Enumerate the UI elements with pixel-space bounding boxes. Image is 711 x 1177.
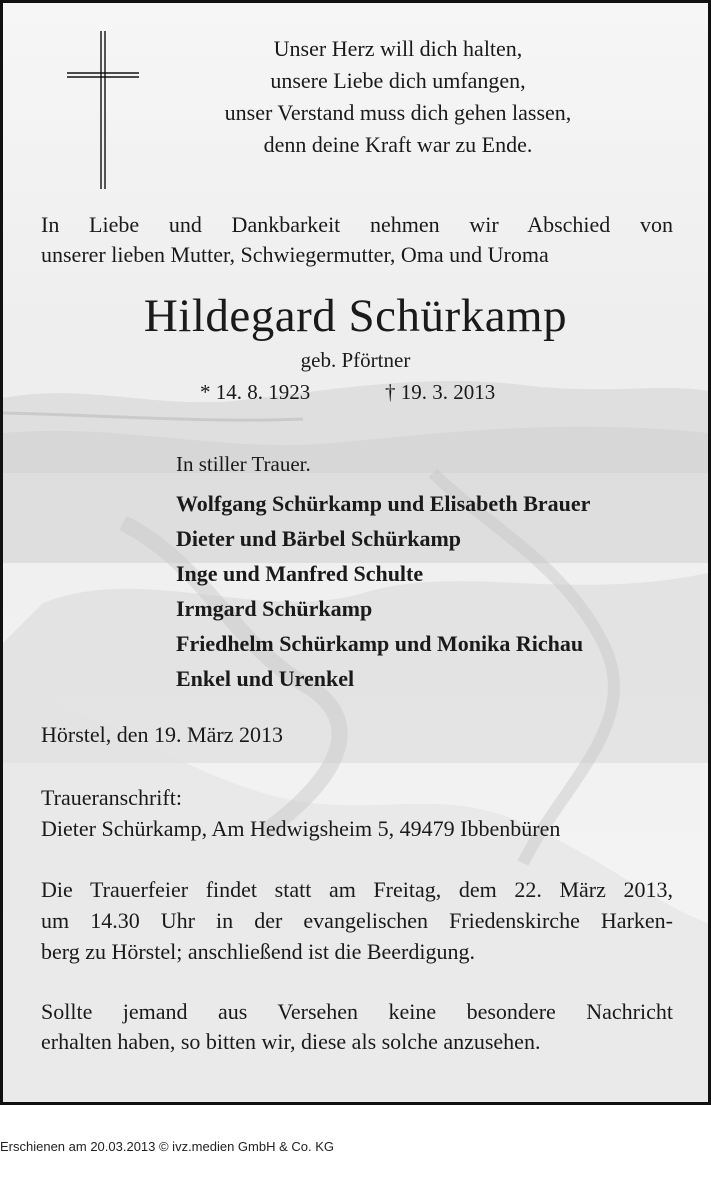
- birth-name: geb. Pförtner: [300, 348, 411, 372]
- publication-footer: Erschienen am 20.03.2013 © ivz.medien GmbH & Co. KG: [0, 1139, 335, 1154]
- ceremony-line: berg zu Hörstel; anschließend ist die Beerdigung.: [41, 939, 475, 964]
- ceremony-line: um 14.30 Uhr in der evangelischen Friedenskirche Harken-: [41, 908, 673, 933]
- intro-line: unserer lieben Mutter, Schwiegermutter, Oma und Uroma: [41, 242, 549, 267]
- place-date: Hörstel, den 19. März 2013: [41, 722, 283, 747]
- poem: [153, 33, 643, 161]
- mourner-name: Irmgard Schürkamp: [176, 596, 373, 621]
- intro-line: In Liebe und Dankbarkeit nehmen wir Abschied von: [41, 212, 673, 237]
- closing-line: Sollte jemand aus Versehen keine besondere Nachricht: [41, 999, 673, 1024]
- poem-line: unsere Liebe dich umfangen,: [270, 68, 526, 93]
- closing-line: erhalten haben, so bitten wir, diese als solche anzusehen.: [41, 1029, 541, 1054]
- poem-line: denn deine Kraft war zu Ende.: [263, 132, 533, 157]
- mourner-name: Enkel und Urenkel: [176, 666, 355, 691]
- mourner-name: Dieter und Bärbel Schürkamp: [176, 526, 462, 551]
- birth-date: * 14. 8. 1923: [200, 380, 311, 404]
- mourner-name: Inge und Manfred Schulte: [176, 561, 424, 586]
- mourner-name: Wolfgang Schürkamp und Elisabeth Brauer: [176, 491, 591, 516]
- poem-line: Unser Herz will dich halten,: [273, 36, 523, 61]
- cross-icon: [65, 31, 141, 189]
- mourning-title: In stiller Trauer.: [176, 452, 311, 476]
- poem-line: unser Verstand muss dich gehen lassen,: [224, 100, 572, 125]
- mourner-name: Friedhelm Schürkamp und Monika Richau: [176, 631, 584, 656]
- mourners-list: [176, 486, 590, 696]
- death-date: † 19. 3. 2013: [385, 380, 496, 404]
- address-label: Traueranschrift:: [41, 785, 182, 810]
- deceased-name: Hildegard Schürkamp: [143, 290, 568, 342]
- ceremony-line: Die Trauerfeier findet statt am Freitag, dem 22. März 2013,: [41, 877, 673, 902]
- address-value: Dieter Schürkamp, Am Hedwigsheim 5, 49479 Ibbenbüren: [41, 816, 561, 841]
